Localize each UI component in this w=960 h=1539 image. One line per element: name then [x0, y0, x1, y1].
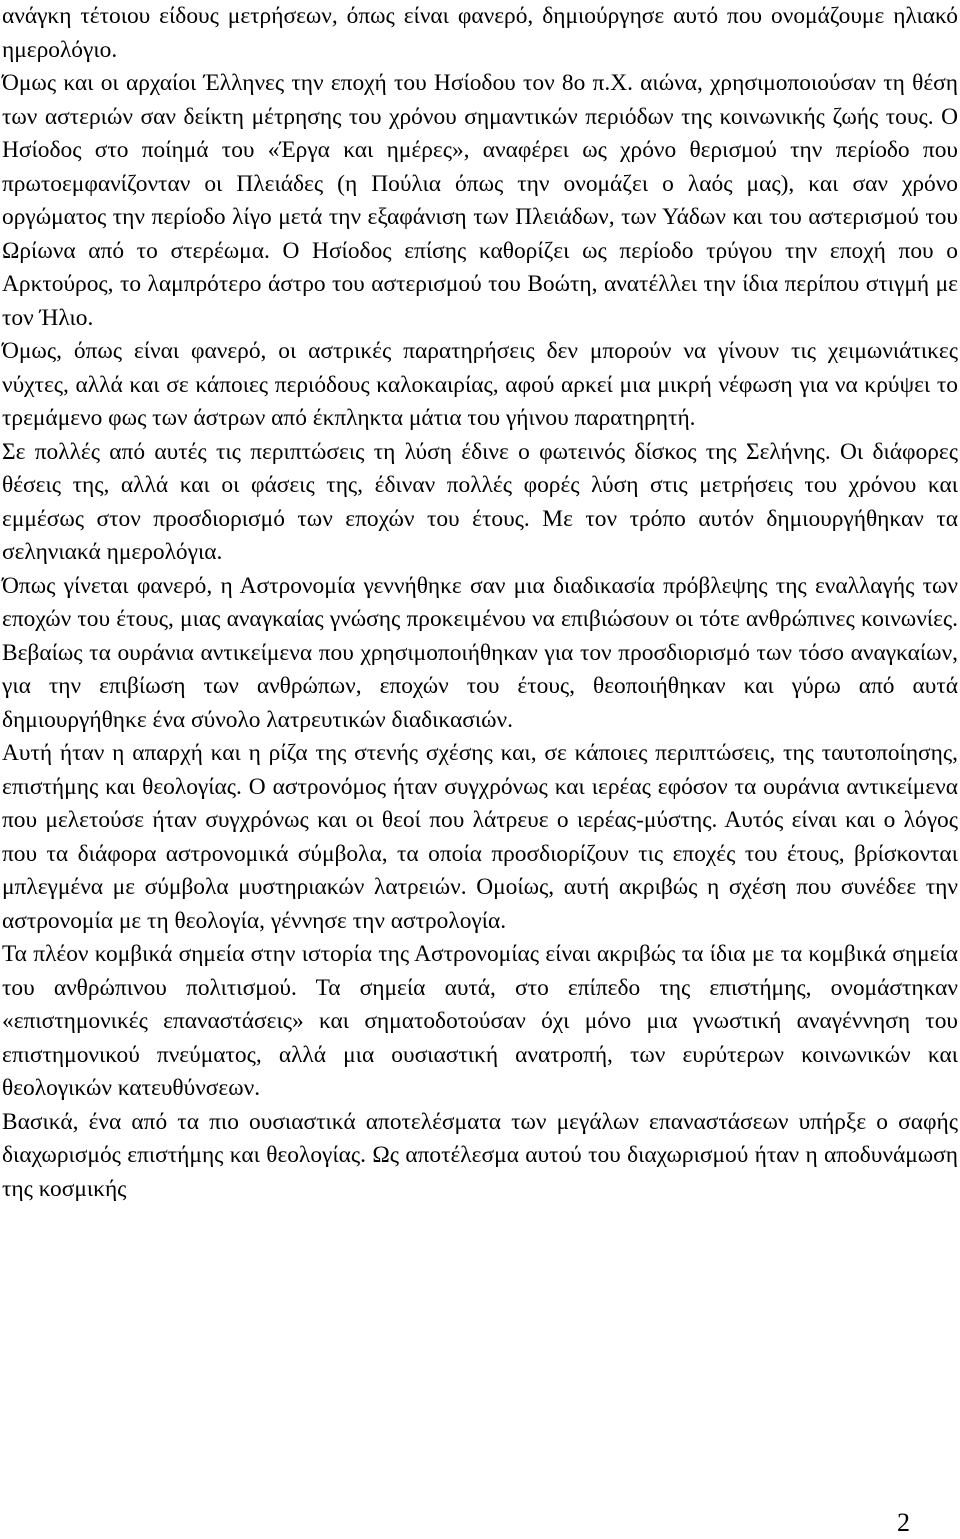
- paragraph: Τα πλέον κομβικά σημεία στην ιστορία της Αστρονομίας είναι ακριβώς τα ίδια με τα κομβικά σημεία του ανθρώπινου πολιτισμού. Τα σημεία αυτά, στο επίπεδο της επιστήμης, ονομάστηκαν «επιστημονικές επαναστάσεις» και σηματοδοτούσαν όχι μόνο μια γνωστική αναγέννηση του επιστημονικού πνεύματος, αλλά μια ουσιαστική ανατροπή, των ευρύτερων κοινωνικών και θεολογικών κατευθύνσεων.: [2, 941, 958, 1101]
- document-body: [2, 0, 958, 1206]
- paragraph: Αυτή ήταν η απαρχή και η ρίζα της στενής σχέσης και, σε κάποιες περιπτώσεις, της ταυτοποίησης, επιστήμης και θεολογίας. Ο αστρονόμος ήταν συγχρόνως και ιερέας εφόσον τα ουράνια αντικείμενα που μελετούσε ήταν συγχρόνως και οι θεοί που λάτρευε ο ιερέας-μύστης. Αυτός είναι και ο λόγος που τα διάφορα αστρονομικά σύμβολα, τα οποία προσδιορίζουν τις εποχές του έτους, βρίσκονται μπλεγμένα με σύμβολα μυστηριακών λατρειών. Ομοίως, αυτή ακριβώς η σχέση που συνέδεε την αστρονομία με τη θεολογία, γέννησε την αστρολογία.: [2, 740, 958, 934]
- paragraph: Όπως γίνεται φανερό, η Αστρονομία γεννήθηκε σαν μια διαδικασία πρόβλεψης της εναλλαγής των εποχών του έτους, μιας αναγκαίας γνώσης προκειμένου να επιβιώσουν οι τότε ανθρώπινες κοινωνίες. Βεβαίως τα ουράνια αντικείμενα που χρησιμοποιήθηκαν για τον προσδιορισμό των τόσο αναγκαίων, για την επιβίωση των ανθρώπων, εποχών του έτους, θεοποιήθηκαν και γύρω από αυτά δημιουργήθηκε ένα σύνολο λατρευτικών διαδικασιών.: [2, 572, 958, 733]
- paragraph: Όμως και οι αρχαίοι Έλληνες την εποχή του Ησίοδου τον 8ο π.Χ. αιώνα, χρησιμοποιούσαν τη θέση των αστεριών σαν δείκτη μέτρησης του χρόνου σημαντικών περιόδων της κοινωνικής ζωής τους. Ο Ησίοδος στο ποίημά του «Έργα και ημέρες», αναφέρει ως χρόνο θερισμού την περίοδο που πρωτοεμφανίζονταν οι Πλειάδες (η Πούλια όπως την ονομάζει ο λαός μας), και σαν χρόνο οργώματος την περίοδο λίγο μετά την εξαφάνιση των Πλειάδων, των Υάδων και του αστερισμού του Ωρίωνα από το στερέωμα. Ο Ησίοδος επίσης καθορίζει ως περίοδο τρύγου την εποχή που ο Αρκτούρος, το λαμπρότερο άστρο του αστερισμού του Βοώτη, ανατέλλει την ίδια περίπου στιγμή με τον Ήλιο.: [2, 70, 958, 331]
- paragraph: ανάγκη τέτοιου είδους μετρήσεων, όπως είναι φανερό, δημιούργησε αυτό που ονομάζουμε ηλιακό ημερολόγιο.: [2, 3, 958, 63]
- paragraph: Σε πολλές από αυτές τις περιπτώσεις τη λύση έδινε ο φωτεινός δίσκος της Σελήνης. Οι διάφορες θέσεις της, αλλά και οι φάσεις της, έδιναν πολλές φορές λύση στις μετρήσεις του χρόνου και εμμέσως στον προσδιορισμό των εποχών του έτους. Με τον τρόπο αυτόν δημιουργήθηκαν τα σεληνιακά ημερολόγια.: [2, 438, 958, 565]
- page-number: 2: [897, 1508, 910, 1537]
- paragraph: Βασικά, ένα από τα πιο ουσιαστικά αποτελέσματα των μεγάλων επαναστάσεων υπήρξε ο σαφής διαχωρισμός επιστήμης και θεολογίας. Ως αποτέλεσμα αυτού του διαχωρισμού ήταν η αποδυνάμωση της κοσμικής: [2, 1108, 958, 1202]
- paragraph: Όμως, όπως είναι φανερό, οι αστρικές παρατηρήσεις δεν μπορούν να γίνουν τις χειμωνιάτικες νύχτες, αλλά και σε κάποιες περιόδους καλοκαιρίας, αφού αρκεί μια μικρή νέφωση για να κρύψει το τρεμάμενο φως των άστρων από έκπληκτα μάτια του γήινου παρατηρητή.: [2, 338, 958, 431]
